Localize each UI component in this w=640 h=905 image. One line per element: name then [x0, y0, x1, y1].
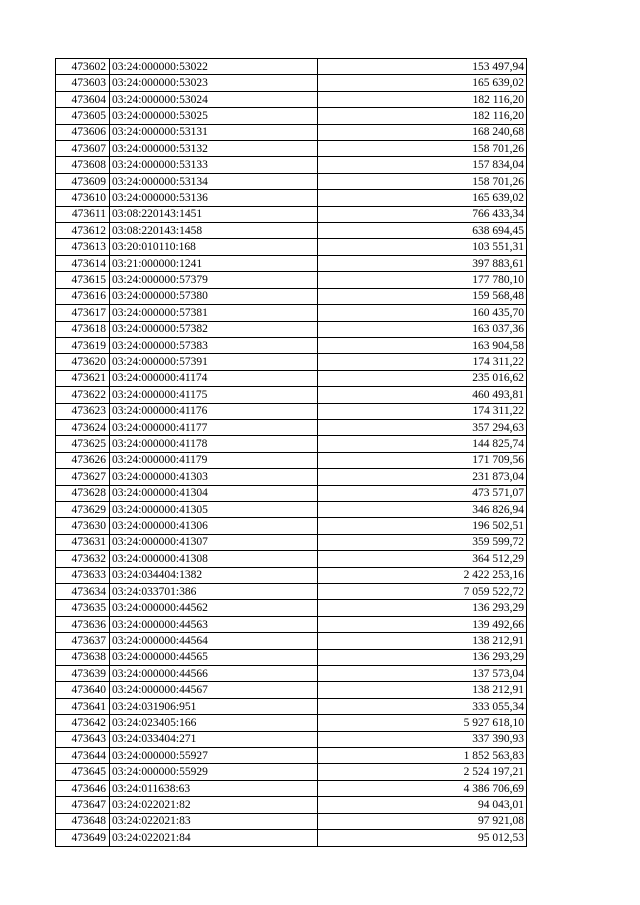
row-number-cell: 473643 [56, 731, 110, 747]
table-row [56, 239, 527, 255]
cadastral-value-cell: 359 599,72 [318, 534, 527, 550]
cadastral-value-cell: 235 016,62 [318, 370, 527, 386]
table-row [56, 715, 527, 731]
cadastral-number-cell: 03:24:000000:41304 [110, 485, 318, 501]
table-row [56, 141, 527, 157]
table-row [56, 534, 527, 550]
table-row [56, 501, 527, 517]
cadastral-value-cell: 158 701,26 [318, 173, 527, 189]
row-number-cell: 473630 [56, 518, 110, 534]
cadastral-number-cell: 03:08:220143:1451 [110, 206, 318, 222]
row-number-cell: 473603 [56, 75, 110, 91]
table-row [56, 157, 527, 173]
cadastral-value-cell: 95 012,53 [318, 830, 527, 846]
table-row [56, 190, 527, 206]
table-row [56, 452, 527, 468]
cadastral-value-cell: 460 493,81 [318, 387, 527, 403]
cadastral-value-cell: 196 502,51 [318, 518, 527, 534]
cadastral-number-cell: 03:24:034404:1382 [110, 567, 318, 583]
table-row [56, 108, 527, 124]
cadastral-number-cell: 03:24:000000:57382 [110, 321, 318, 337]
row-number-cell: 473637 [56, 633, 110, 649]
table-row [56, 288, 527, 304]
cadastral-value-cell: 346 826,94 [318, 501, 527, 517]
table-row [56, 337, 527, 353]
row-number-cell: 473621 [56, 370, 110, 386]
cadastral-number-cell: 03:24:000000:44565 [110, 649, 318, 665]
cadastral-number-cell: 03:24:000000:55927 [110, 748, 318, 764]
cadastral-number-cell: 03:24:000000:55929 [110, 764, 318, 780]
row-number-cell: 473619 [56, 337, 110, 353]
row-number-cell: 473645 [56, 764, 110, 780]
cadastral-number-cell: 03:24:022021:84 [110, 830, 318, 846]
cadastral-value-cell: 136 293,29 [318, 600, 527, 616]
cadastral-value-cell: 174 311,22 [318, 354, 527, 370]
row-number-cell: 473628 [56, 485, 110, 501]
table-row [56, 551, 527, 567]
row-number-cell: 473631 [56, 534, 110, 550]
row-number-cell: 473632 [56, 551, 110, 567]
row-number-cell: 473605 [56, 108, 110, 124]
cadastral-number-cell: 03:24:000000:44562 [110, 600, 318, 616]
cadastral-number-cell: 03:24:000000:57379 [110, 272, 318, 288]
cadastral-value-cell: 158 701,26 [318, 141, 527, 157]
cadastral-value-cell: 473 571,07 [318, 485, 527, 501]
cadastral-value-cell: 1 852 563,83 [318, 748, 527, 764]
cadastral-value-cell: 177 780,10 [318, 272, 527, 288]
row-number-cell: 473633 [56, 567, 110, 583]
table-row [56, 255, 527, 271]
cadastral-value-cell: 357 294,63 [318, 419, 527, 435]
table-row [56, 731, 527, 747]
table-row [56, 387, 527, 403]
cadastral-number-cell: 03:24:000000:44566 [110, 666, 318, 682]
cadastral-value-cell: 138 212,91 [318, 682, 527, 698]
row-number-cell: 473609 [56, 173, 110, 189]
table-row [56, 436, 527, 452]
cadastral-number-cell: 03:24:000000:41307 [110, 534, 318, 550]
row-number-cell: 473647 [56, 797, 110, 813]
table-row [56, 830, 527, 846]
cadastral-value-cell: 103 551,31 [318, 239, 527, 255]
cadastral-value-cell: 137 573,04 [318, 666, 527, 682]
row-number-cell: 473649 [56, 830, 110, 846]
row-number-cell: 473622 [56, 387, 110, 403]
cadastral-number-cell: 03:24:000000:41178 [110, 436, 318, 452]
cadastral-value-cell: 5 927 618,10 [318, 715, 527, 731]
cadastral-number-cell: 03:24:000000:57391 [110, 354, 318, 370]
cadastral-number-cell: 03:24:031906:951 [110, 698, 318, 714]
table-row [56, 91, 527, 107]
cadastral-number-cell: 03:24:022021:82 [110, 797, 318, 813]
row-number-cell: 473639 [56, 666, 110, 682]
row-number-cell: 473641 [56, 698, 110, 714]
cadastral-number-cell: 03:20:010110:168 [110, 239, 318, 255]
cadastral-value-cell: 171 709,56 [318, 452, 527, 468]
table-row [56, 272, 527, 288]
cadastral-number-cell: 03:24:000000:41303 [110, 469, 318, 485]
table-row [56, 305, 527, 321]
cadastral-value-cell: 94 043,01 [318, 797, 527, 813]
table-row [56, 469, 527, 485]
cadastral-number-cell: 03:24:033404:271 [110, 731, 318, 747]
cadastral-number-cell: 03:24:033701:386 [110, 584, 318, 600]
cadastral-value-cell: 333 055,34 [318, 698, 527, 714]
cadastral-number-cell: 03:24:000000:53132 [110, 141, 318, 157]
row-number-cell: 473638 [56, 649, 110, 665]
table-row [56, 75, 527, 91]
cadastral-value-cell: 165 639,02 [318, 190, 527, 206]
cadastral-number-cell: 03:24:000000:53133 [110, 157, 318, 173]
row-number-cell: 473620 [56, 354, 110, 370]
cadastral-value-cell: 168 240,68 [318, 124, 527, 140]
cadastral-value-cell: 163 037,36 [318, 321, 527, 337]
table-row [56, 206, 527, 222]
cadastral-value-cell: 165 639,02 [318, 75, 527, 91]
cadastral-value-cell: 153 497,94 [318, 59, 527, 75]
cadastral-value-cell: 139 492,66 [318, 616, 527, 632]
table-row [56, 797, 527, 813]
table-row [56, 518, 527, 534]
table-row [56, 485, 527, 501]
table-row [56, 403, 527, 419]
row-number-cell: 473612 [56, 223, 110, 239]
table-row [56, 666, 527, 682]
row-number-cell: 473636 [56, 616, 110, 632]
table-row [56, 649, 527, 665]
cadastral-value-table [55, 58, 527, 847]
table-row [56, 698, 527, 714]
table-row [56, 764, 527, 780]
cadastral-number-cell: 03:24:023405:166 [110, 715, 318, 731]
cadastral-value-cell: 7 059 522,72 [318, 584, 527, 600]
row-number-cell: 473613 [56, 239, 110, 255]
table-row [56, 600, 527, 616]
cadastral-number-cell: 03:24:000000:53134 [110, 173, 318, 189]
table-row [56, 780, 527, 796]
cadastral-number-cell: 03:24:000000:53025 [110, 108, 318, 124]
row-number-cell: 473644 [56, 748, 110, 764]
table-row [56, 354, 527, 370]
cadastral-value-cell: 337 390,93 [318, 731, 527, 747]
row-number-cell: 473615 [56, 272, 110, 288]
cadastral-value-cell: 160 435,70 [318, 305, 527, 321]
row-number-cell: 473608 [56, 157, 110, 173]
cadastral-value-cell: 397 883,61 [318, 255, 527, 271]
cadastral-number-cell: 03:08:220143:1458 [110, 223, 318, 239]
table-row [56, 813, 527, 829]
cadastral-number-cell: 03:24:000000:53023 [110, 75, 318, 91]
row-number-cell: 473624 [56, 419, 110, 435]
row-number-cell: 473606 [56, 124, 110, 140]
row-number-cell: 473634 [56, 584, 110, 600]
cadastral-number-cell: 03:24:000000:44564 [110, 633, 318, 649]
row-number-cell: 473625 [56, 436, 110, 452]
cadastral-number-cell: 03:24:000000:41174 [110, 370, 318, 386]
table-row [56, 223, 527, 239]
row-number-cell: 473626 [56, 452, 110, 468]
table-row [56, 584, 527, 600]
cadastral-number-cell: 03:24:011638:63 [110, 780, 318, 796]
row-number-cell: 473646 [56, 780, 110, 796]
cadastral-number-cell: 03:24:000000:57380 [110, 288, 318, 304]
row-number-cell: 473629 [56, 501, 110, 517]
cadastral-number-cell: 03:24:000000:57383 [110, 337, 318, 353]
cadastral-number-cell: 03:24:000000:41179 [110, 452, 318, 468]
table-row [56, 59, 527, 75]
row-number-cell: 473604 [56, 91, 110, 107]
cadastral-number-cell: 03:24:022021:83 [110, 813, 318, 829]
table-row [56, 748, 527, 764]
cadastral-value-cell: 2 422 253,16 [318, 567, 527, 583]
row-number-cell: 473623 [56, 403, 110, 419]
cadastral-value-cell: 4 386 706,69 [318, 780, 527, 796]
row-number-cell: 473635 [56, 600, 110, 616]
cadastral-number-cell: 03:24:000000:53131 [110, 124, 318, 140]
row-number-cell: 473614 [56, 255, 110, 271]
cadastral-value-cell: 766 433,34 [318, 206, 527, 222]
row-number-cell: 473602 [56, 59, 110, 75]
cadastral-value-cell: 174 311,22 [318, 403, 527, 419]
cadastral-number-cell: 03:24:000000:41306 [110, 518, 318, 534]
cadastral-value-cell: 144 825,74 [318, 436, 527, 452]
cadastral-value-cell: 364 512,29 [318, 551, 527, 567]
row-number-cell: 473640 [56, 682, 110, 698]
table-row [56, 633, 527, 649]
cadastral-number-cell: 03:24:000000:53136 [110, 190, 318, 206]
cadastral-number-cell: 03:24:000000:41305 [110, 501, 318, 517]
cadastral-value-cell: 138 212,91 [318, 633, 527, 649]
cadastral-number-cell: 03:24:000000:57381 [110, 305, 318, 321]
cadastral-number-cell: 03:24:000000:41175 [110, 387, 318, 403]
cadastral-value-cell: 231 873,04 [318, 469, 527, 485]
cadastral-number-cell: 03:24:000000:53022 [110, 59, 318, 75]
table-row [56, 616, 527, 632]
cadastral-number-cell: 03:24:000000:41177 [110, 419, 318, 435]
cadastral-number-cell: 03:24:000000:44563 [110, 616, 318, 632]
cadastral-value-cell: 159 568,48 [318, 288, 527, 304]
cadastral-number-cell: 03:24:000000:53024 [110, 91, 318, 107]
row-number-cell: 473611 [56, 206, 110, 222]
cadastral-number-cell: 03:24:000000:41308 [110, 551, 318, 567]
row-number-cell: 473607 [56, 141, 110, 157]
row-number-cell: 473617 [56, 305, 110, 321]
table-row [56, 321, 527, 337]
row-number-cell: 473627 [56, 469, 110, 485]
cadastral-number-cell: 03:21:000000:1241 [110, 255, 318, 271]
cadastral-value-cell: 182 116,20 [318, 91, 527, 107]
table-row [56, 370, 527, 386]
table-row [56, 567, 527, 583]
cadastral-value-cell: 163 904,58 [318, 337, 527, 353]
row-number-cell: 473648 [56, 813, 110, 829]
table-row [56, 173, 527, 189]
row-number-cell: 473618 [56, 321, 110, 337]
cadastral-value-cell: 157 834,04 [318, 157, 527, 173]
table-body [56, 59, 527, 847]
row-number-cell: 473610 [56, 190, 110, 206]
row-number-cell: 473642 [56, 715, 110, 731]
cadastral-number-cell: 03:24:000000:44567 [110, 682, 318, 698]
table-row [56, 419, 527, 435]
cadastral-number-cell: 03:24:000000:41176 [110, 403, 318, 419]
cadastral-value-cell: 2 524 197,21 [318, 764, 527, 780]
row-number-cell: 473616 [56, 288, 110, 304]
cadastral-value-cell: 638 694,45 [318, 223, 527, 239]
cadastral-value-cell: 182 116,20 [318, 108, 527, 124]
table-row [56, 124, 527, 140]
cadastral-value-cell: 97 921,08 [318, 813, 527, 829]
table-row [56, 682, 527, 698]
cadastral-value-cell: 136 293,29 [318, 649, 527, 665]
